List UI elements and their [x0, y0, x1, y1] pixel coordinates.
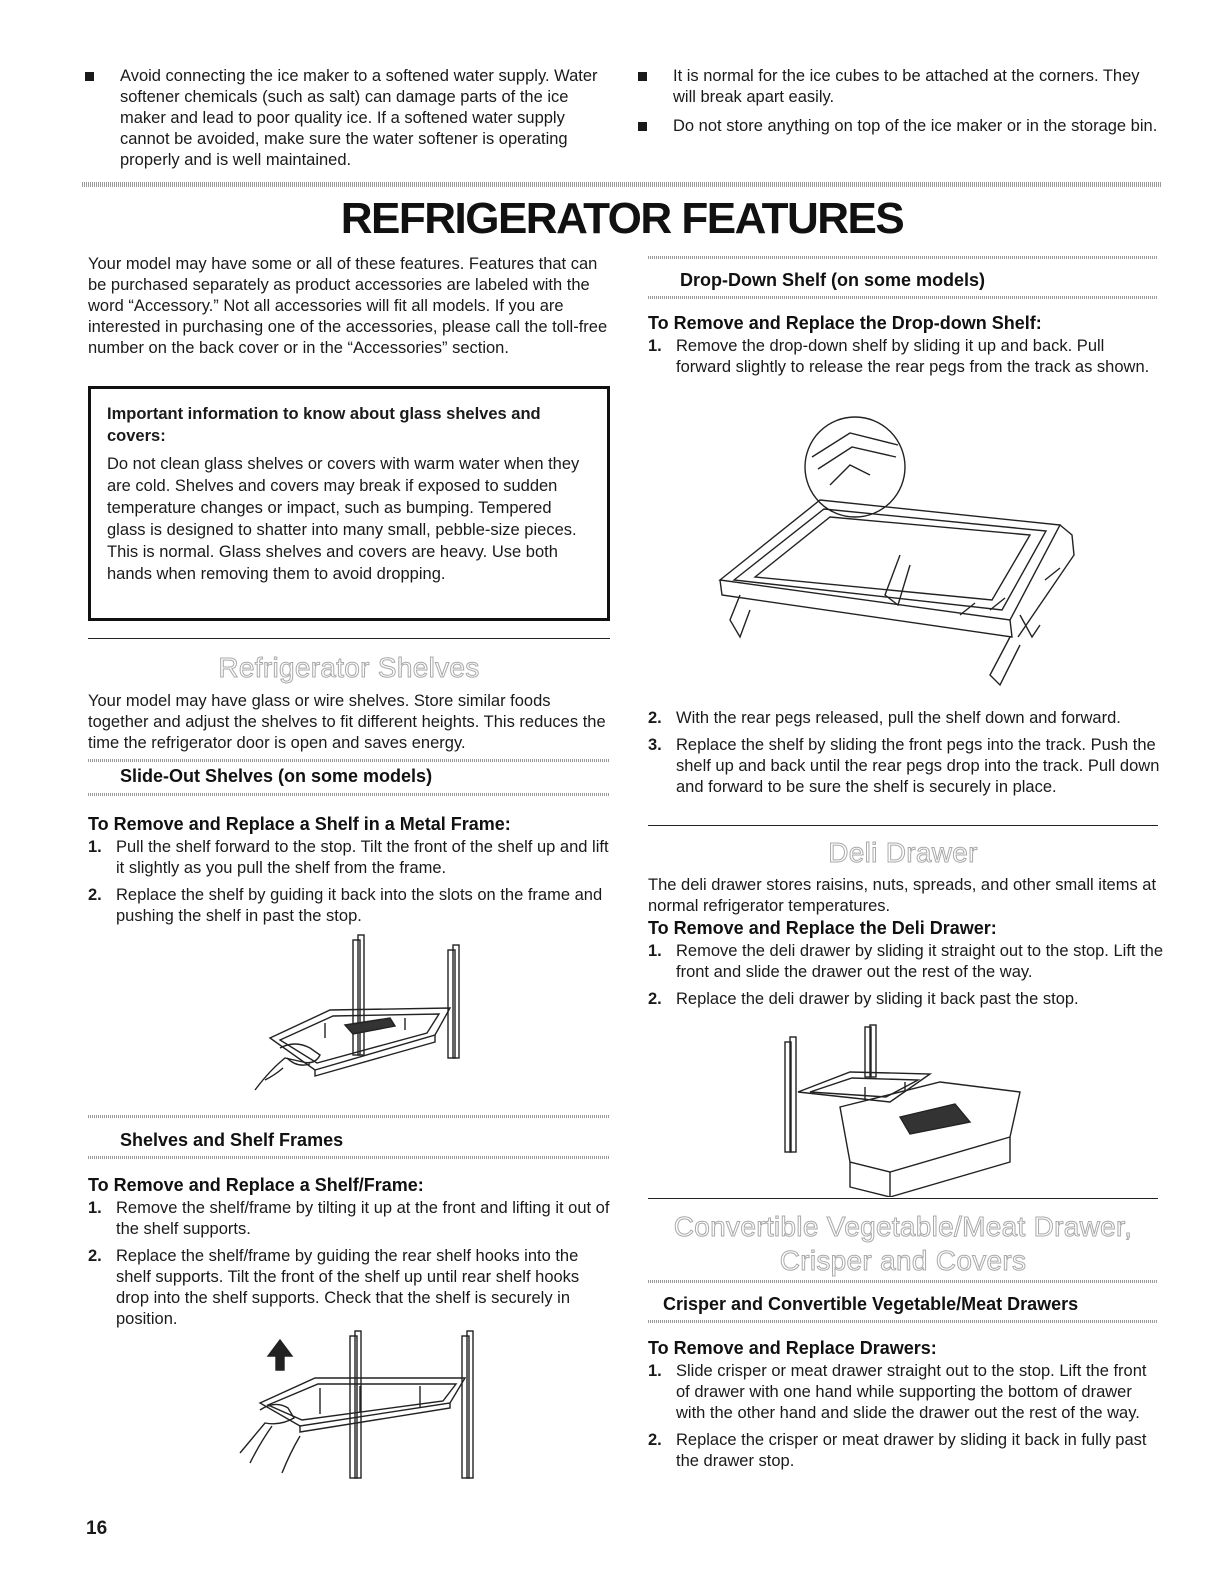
- drop-down-proc-title: To Remove and Replace the Drop-down Shelf:: [648, 313, 1042, 333]
- divider: [88, 1156, 610, 1159]
- crisper-steps: [648, 1361, 1163, 1478]
- deli-drawer-illustration: [780, 1022, 1040, 1197]
- step-item: 2. Replace the shelf/frame by guiding the rear shelf hooks into the shelf supports. Tilt the front of the shelf up until rear shelf hooks drop into the shelf supports. Check that the shelf is securely in position.: [88, 1247, 580, 1328]
- step-item: 1. Remove the drop-down shelf by sliding it up and back. Pull forward slightly to release the rear pegs from the track as shown.: [648, 337, 1150, 376]
- intro-paragraph: Your model may have some or all of these features. Features that can be purchased separately as product accessories are labeled with the word “Accessory.” Not all accessories will fit all models. If you are interested in purchasing one of the accessories, please call the toll-free number on the back cover or in the “Accessories” section.: [88, 255, 608, 357]
- divider: [88, 1115, 610, 1118]
- drop-down-shelf-illustration: [700, 405, 1100, 695]
- section-title-line: Crisper and Covers: [779, 1245, 1027, 1276]
- divider: [82, 182, 1162, 187]
- divider: [648, 296, 1158, 299]
- divider: [88, 793, 610, 796]
- important-box-heading: Important information to know about glass shelves and covers:: [107, 405, 541, 445]
- drop-down-heading: Drop-Down Shelf (on some models): [680, 270, 986, 290]
- important-box-text: Do not clean glass shelves or covers with warm water when they are cold. Shelves and covers may break if exposed to sudden temperature changes or impact, such as bumping. Tempered glass is designed to shatter into many small, pebble-size pieces. This is normal. Glass shelves and covers are heavy. Use both hands when removing them to avoid dropping.: [107, 455, 580, 583]
- top-left-bullets: [82, 66, 612, 179]
- step-item: 2. Replace the shelf by guiding it back into the slots on the frame and pushing the shelf in past the stop.: [88, 886, 603, 925]
- page-title: REFRIGERATOR FEATURES: [340, 194, 904, 243]
- frames-proc-title: To Remove and Replace a Shelf/Frame:: [88, 1175, 424, 1195]
- section-rule: [648, 825, 1158, 826]
- page-number: 16: [86, 1518, 108, 1539]
- drop-down-steps-after: [648, 708, 1163, 804]
- step-item: 2. With the rear pegs released, pull the shelf down and forward.: [648, 709, 1121, 727]
- section-rule: [88, 638, 610, 639]
- step-item: 2. Replace the deli drawer by sliding it back past the stop.: [648, 990, 1079, 1008]
- shelf-frame-illustration: [220, 1328, 490, 1480]
- bullet-item: Do not store anything on top of the ice maker or in the storage bin.: [635, 116, 1165, 137]
- divider: [648, 1280, 1158, 1283]
- slide-out-shelf-illustration: [225, 930, 475, 1110]
- section-title-crisper: [648, 1210, 1158, 1278]
- frames-steps: [88, 1198, 610, 1336]
- crisper-proc-title: To Remove and Replace Drawers:: [648, 1338, 937, 1358]
- shelves-intro: Your model may have glass or wire shelves. Store similar foods together and adjust the shelves to fit different heights. This reduces the time the refrigerator door is open and saves energy.: [88, 692, 606, 752]
- slide-out-heading: Slide-Out Shelves (on some models): [120, 766, 433, 786]
- step-item: 1. Remove the shelf/frame by tilting it up at the front and lifting it out of the shelf supports.: [88, 1199, 610, 1238]
- top-right-bullets: [635, 66, 1165, 145]
- deli-intro: The deli drawer stores raisins, nuts, spreads, and other small items at normal refrigerator temperatures.: [648, 876, 1157, 915]
- step-item: 1. Remove the deli drawer by sliding it straight out to the stop. Lift the front and slide the drawer out the rest of the way.: [648, 942, 1164, 981]
- step-item: 1. Slide crisper or meat drawer straight out to the stop. Lift the front of drawer with one hand while supporting the bottom of drawer with the other hand and slide the drawer out the rest of the way.: [648, 1362, 1147, 1422]
- step-item: 1. Pull the shelf forward to the stop. Tilt the front of the shelf up and lift it slightly as you pull the shelf from the frame.: [88, 838, 609, 877]
- bullet-item: Avoid connecting the ice maker to a softened water supply. Water softener chemicals (such as salt) can damage parts of the ice maker and lead to poor quality ice. If a softened water supply cannot be avoided, make sure the water softener is operating properly and is well maintained.: [82, 66, 612, 171]
- frames-heading: Shelves and Shelf Frames: [120, 1130, 344, 1150]
- section-title-deli: Deli Drawer: [828, 837, 978, 868]
- step-item: 2. Replace the crisper or meat drawer by sliding it back in fully past the drawer stop.: [648, 1431, 1147, 1470]
- section-title-line: Convertible Vegetable/Meat Drawer,: [673, 1211, 1133, 1242]
- step-item: 3. Replace the shelf by sliding the front pegs into the track. Push the shelf up and back until the rear pegs drop into the track. Pull down and forward to be sure the shelf is securely in place.: [648, 736, 1160, 796]
- slide-out-proc-title: To Remove and Replace a Shelf in a Metal Frame:: [88, 814, 511, 834]
- divider: [648, 1320, 1158, 1323]
- deli-proc-title: To Remove and Replace the Deli Drawer:: [648, 918, 997, 938]
- drop-down-step-1: [648, 336, 1158, 384]
- crisper-heading: Crisper and Convertible Vegetable/Meat Drawers: [663, 1294, 1079, 1314]
- deli-steps: [648, 941, 1163, 1016]
- section-title-shelves: Refrigerator Shelves: [218, 652, 480, 683]
- slide-out-steps: [88, 837, 610, 933]
- bullet-item: It is normal for the ice cubes to be attached at the corners. They will break apart easily.: [635, 66, 1165, 108]
- divider: [648, 256, 1158, 259]
- important-box: [88, 386, 610, 621]
- divider: [88, 759, 610, 762]
- section-rule: [648, 1198, 1158, 1199]
